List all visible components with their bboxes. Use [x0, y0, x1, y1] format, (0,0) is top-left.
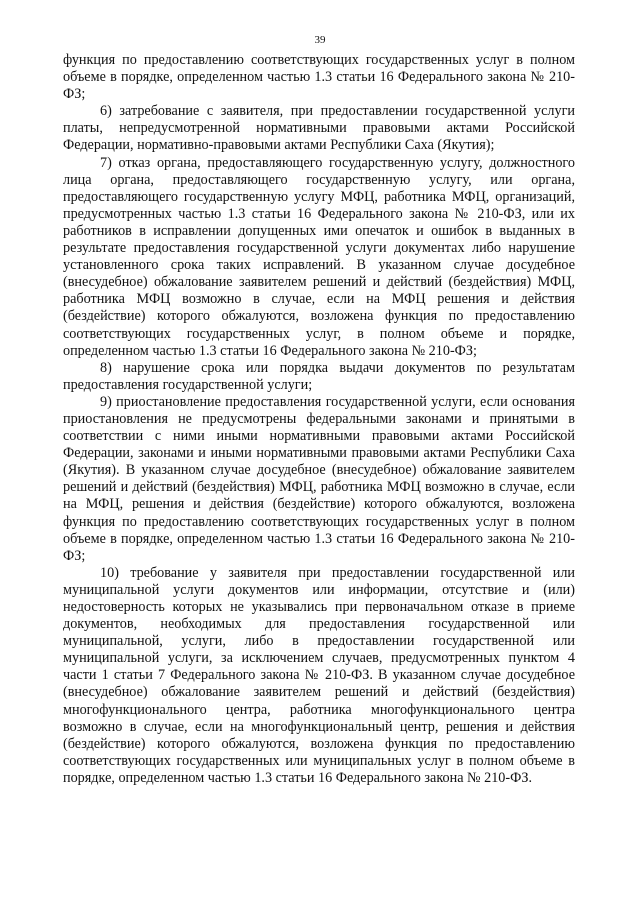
- document-body: [63, 52, 575, 787]
- paragraph-continuation: функция по предоставлению соответствующих государственных услуг в полном объеме в порядке, определенном частью 1.3 статьи 16 Федерального закона № 210-ФЗ;: [63, 52, 575, 103]
- paragraph-item-7: 7) отказ органа, предоставляющего государственную услугу, должностного лица органа, предоставляющего государственную услугу, или органа, предоставляющего государственную услугу МФЦ, работника МФЦ, организаций, предусмотренных частью 1.3 статьи 16 Федерального закона № 210-ФЗ, или их работников в исправлении допущенных ими опечаток и ошибок в выданных в результате предоставления государственной услуги документах либо нарушение установленного срока таких исправлений. В указанном случае досудебное (внесудебное) обжалование заявителем решений и действий (бездействия) МФЦ, работника МФЦ возможно в случае, если на МФЦ решения и действия (бездействие) которого обжалуются, возложена функция по предоставлению соответствующих государственных услуг, в полном объеме и порядке, определенном частью 1.3 статьи 16 Федерального закона № 210-ФЗ;: [63, 154, 575, 359]
- page-number: 39: [314, 34, 326, 46]
- paragraph-item-9: 9) приостановление предоставления государственной услуги, если основания приостановления не предусмотрены федеральными законами и принятыми в соответствии с ними иными нормативными правовыми актами Российской Федерации, законами и иными нормативными правовыми актами Республики Саха (Якутия). В указанном случае досудебное (внесудебное) обжалование заявителем решений и действий (бездействия) МФЦ, работника МФЦ возможно в случае, если на МФЦ, решения и действия (бездействие) которого обжалуются, возложена функция по предоставлению соответствующих государственных услуг в полном объеме в порядке, определенном частью 1.3 статьи 16 Федерального закона № 210-ФЗ;: [63, 393, 575, 564]
- paragraph-item-10: 10) требование у заявителя при предоставлении государственной или муниципальной услуги документов или информации, отсутствие и (или) недостоверность которых не указывались при первоначальном отказе в приеме документов, необходимых для предоставления государственной или муниципальной, услуги, либо в предоставлении государственной или муниципальной услуги, за исключением случаев, предусмотренных пунктом 4 части 1 статьи 7 Федерального закона № 210-ФЗ. В указанном случае досудебное (внесудебное) обжалование заявителем решений и действий (бездействия) многофункционального центра, работника многофункционального центра возможно в случае, если на многофункциональный центр, решения и действия (бездействие) которого обжалуются, возложена функция по предоставлению соответствующих государственных или муниципальных услуг в полном объеме в порядке, определенном частью 1.3 статьи 16 Федерального закона № 210-ФЗ.: [63, 564, 575, 786]
- paragraph-item-6: 6) затребование с заявителя, при предоставлении государственной услуги платы, непредусмотренной нормативными правовыми актами Российской Федерации, нормативно-правовыми актами Республики Саха (Якутия);: [63, 103, 575, 154]
- paragraph-item-8: 8) нарушение срока или порядка выдачи документов по результатам предоставления государственной услуги;: [63, 359, 575, 393]
